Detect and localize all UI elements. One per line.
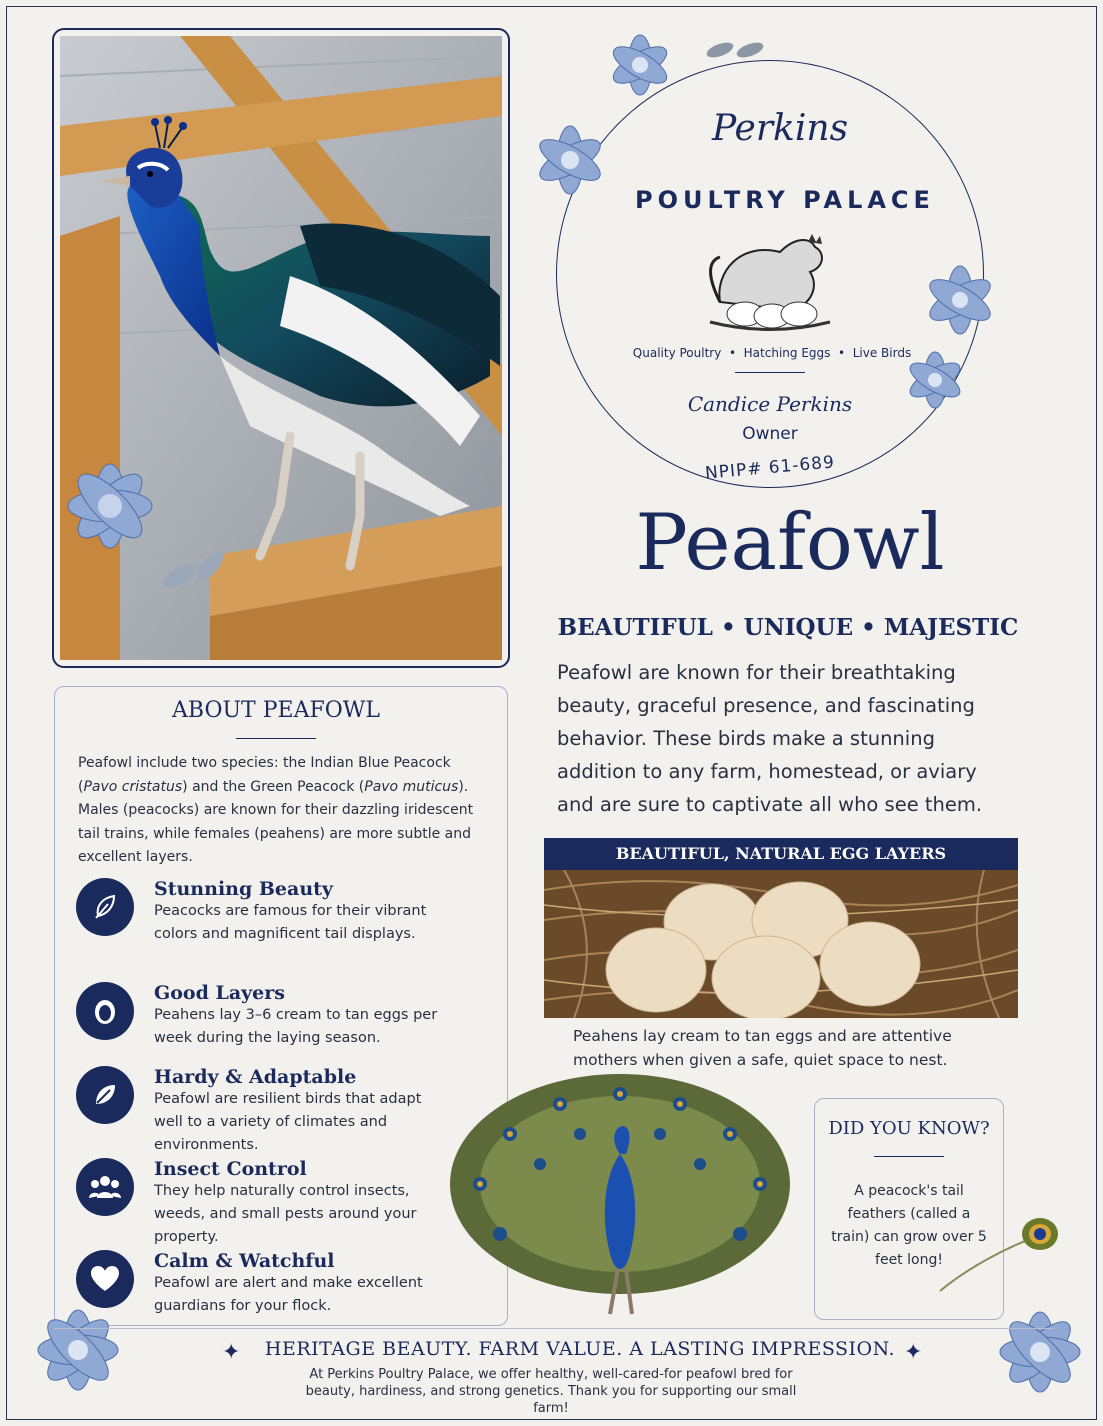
npip-number: NPIP# 61-689 bbox=[704, 452, 836, 484]
feature-text: Peacocks are famous for their vibrant colors and magnificent tail displays. bbox=[154, 903, 427, 942]
feature-list bbox=[76, 878, 496, 1318]
flower-decoration-logo-right bbox=[840, 250, 1000, 474]
feature-title: Good Layers bbox=[154, 982, 285, 1004]
flower-decoration-photo bbox=[60, 376, 260, 620]
flower-decoration-bottom-right bbox=[960, 1260, 1096, 1424]
star-ornament-icon: ✦ bbox=[222, 1340, 241, 1365]
hen-on-eggs-illustration bbox=[700, 222, 840, 336]
about-text: Peafowl include two species: the Indian Blue Peacock (Pavo cristatus) and the Green Peacock (Pavo muticus). Males (peacocks) are known for their dazzling iridescent tail trains, while females (peahens) are more subtle and excellent layers. bbox=[78, 755, 474, 865]
page-subtitle: BEAUTIFUL • UNIQUE • MAJESTIC bbox=[557, 614, 1019, 641]
footer-text: At Perkins Poultry Palace, we offer healthy, well-cared-for peafowl bred for beauty, hardiness, and strong genetics. Thank you for supporting our small farm! bbox=[305, 1367, 797, 1416]
leaf-icon bbox=[76, 1066, 134, 1124]
feature-item bbox=[76, 1158, 496, 1250]
eggs-in-nest-image bbox=[544, 870, 1018, 1018]
feature-title: Calm & Watchful bbox=[154, 1250, 335, 1272]
people-icon bbox=[76, 1158, 134, 1216]
brand-tagline: Quality Poultry • Hatching Eggs • Live Birds bbox=[632, 346, 912, 360]
feather-icon bbox=[76, 878, 134, 936]
page-title: Peafowl bbox=[635, 498, 945, 588]
egg-caption: Peahens lay cream to tan eggs and are attentive mothers when given a safe, quiet space to nest. bbox=[573, 1027, 952, 1069]
feature-title: Hardy & Adaptable bbox=[154, 1066, 357, 1088]
flower-decoration-bottom-left bbox=[8, 1260, 168, 1424]
feature-text: Peafowl are resilient birds that adapt well to a variety of climates and environments. bbox=[154, 1091, 422, 1153]
peacock-photo-frame bbox=[52, 28, 510, 668]
feature-text: They help naturally control insects, weeds, and small pests around your property. bbox=[154, 1183, 417, 1245]
star-ornament-icon: ✦ bbox=[904, 1340, 923, 1365]
egg-icon bbox=[76, 982, 134, 1040]
brand-script-name: Perkins bbox=[711, 108, 849, 149]
intro-text: Peafowl are known for their breathtaking beauty, graceful presence, and fascinating behavior. These birds make a stunning addition to any farm, homestead, or aviary and are sure to captivate all who see them. bbox=[557, 661, 983, 816]
feature-item bbox=[76, 982, 496, 1066]
owner-title: Owner bbox=[742, 424, 798, 444]
feature-item bbox=[76, 1066, 496, 1158]
egg-banner: BEAUTIFUL, NATURAL EGG LAYERS bbox=[544, 838, 1018, 870]
divider bbox=[236, 738, 316, 739]
divider bbox=[735, 372, 805, 373]
did-you-know-text: A peacock's tail feathers (called a train) can grow over 5 feet long! bbox=[831, 1183, 987, 1268]
owner-name: Candice Perkins bbox=[687, 392, 853, 416]
feature-text: Peahens lay 3–6 cream to tan eggs per week during the laying season. bbox=[154, 1007, 438, 1046]
did-you-know-title: DID YOU KNOW? bbox=[828, 1118, 990, 1139]
footer-divider bbox=[54, 1328, 1054, 1329]
feature-text: Peafowl are alert and make excellent guardians for your flock. bbox=[154, 1275, 423, 1314]
peacock-photo bbox=[60, 36, 502, 660]
about-title: ABOUT PEAFOWL bbox=[172, 698, 380, 723]
brand-name: POULTRY PALACE bbox=[635, 186, 935, 214]
peacock-display-illustration bbox=[440, 1074, 800, 1328]
feature-title: Insect Control bbox=[154, 1158, 307, 1180]
footer-title: HERITAGE BEAUTY. FARM VALUE. A LASTING IMPRESSION. bbox=[264, 1338, 896, 1360]
divider bbox=[874, 1156, 944, 1157]
feature-title: Stunning Beauty bbox=[154, 878, 333, 900]
feature-item bbox=[76, 878, 496, 982]
